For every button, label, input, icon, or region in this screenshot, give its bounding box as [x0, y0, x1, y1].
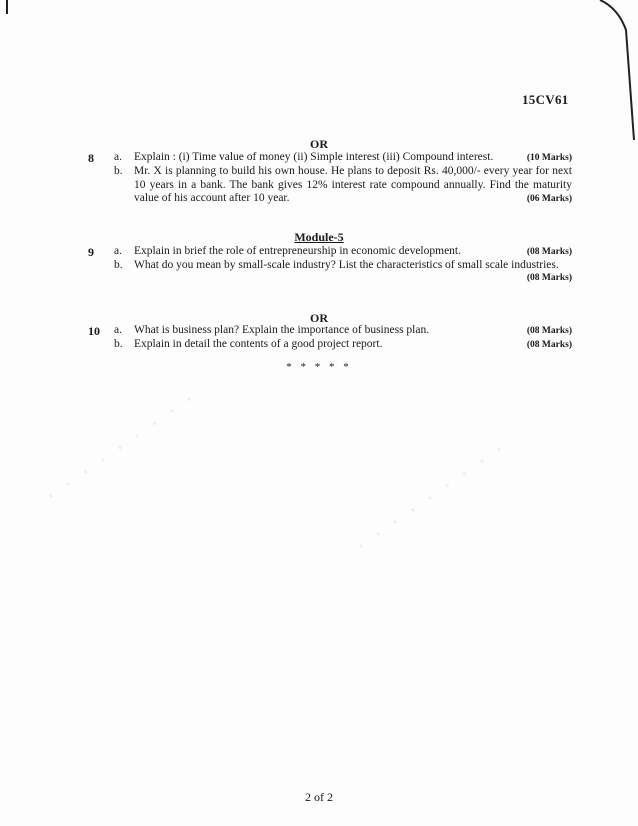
marks-label: (10 Marks)	[526, 153, 572, 163]
subquestion-label: b.	[114, 259, 123, 271]
paper-code: 15CV61	[522, 92, 569, 107]
question-text: What do you mean by small-scale industry? List the characteristics of small scale industries.	[134, 259, 559, 271]
marks-label: (08 Marks)	[526, 326, 572, 336]
question-text: Explain in detail the contents of a good project report.	[134, 338, 383, 350]
question-number: 8	[88, 151, 94, 165]
module-heading: Module-5	[294, 230, 344, 244]
marks-label: (08 Marks)	[526, 340, 572, 350]
page-number: 2 of 2	[305, 790, 333, 804]
marks-label: (08 Marks)	[526, 247, 572, 257]
end-of-paper-mark: * * * * *	[286, 361, 352, 373]
watermark: · · · · · · · · ·	[347, 431, 513, 560]
or-heading: OR	[310, 137, 328, 151]
watermark: · · · · · · · · ·	[37, 381, 203, 510]
subquestion-label: b.	[114, 165, 123, 177]
question-text: Explain : (i) Time value of money (ii) Simple interest (iii) Compound interest.	[134, 151, 494, 163]
or-heading: OR	[310, 311, 328, 325]
question-number: 9	[88, 245, 94, 259]
subquestion-label: a.	[114, 324, 122, 336]
subquestion-label: a.	[114, 151, 122, 163]
scan-edge-mark-right	[598, 0, 638, 140]
marks-label: (08 Marks)	[526, 273, 572, 283]
subquestion-label: b.	[114, 338, 123, 350]
question-text: What is business plan? Explain the importance of business plan.	[134, 324, 430, 336]
marks-label: (06 Marks)	[526, 194, 572, 204]
question-text: Mr. X is planning to build his own house. He plans to deposit Rs. 40,000/- every year for next 10 years in a bank. The bank gives 12% interest rate compound annually. Find the maturity value of his account after 10 year.	[134, 165, 572, 204]
subquestion-label: a.	[114, 245, 122, 257]
scan-edge-mark-left	[0, 0, 8, 14]
question-text: Explain in brief the role of entrepreneurship in economic development.	[134, 245, 461, 257]
question-number: 10	[88, 324, 100, 338]
